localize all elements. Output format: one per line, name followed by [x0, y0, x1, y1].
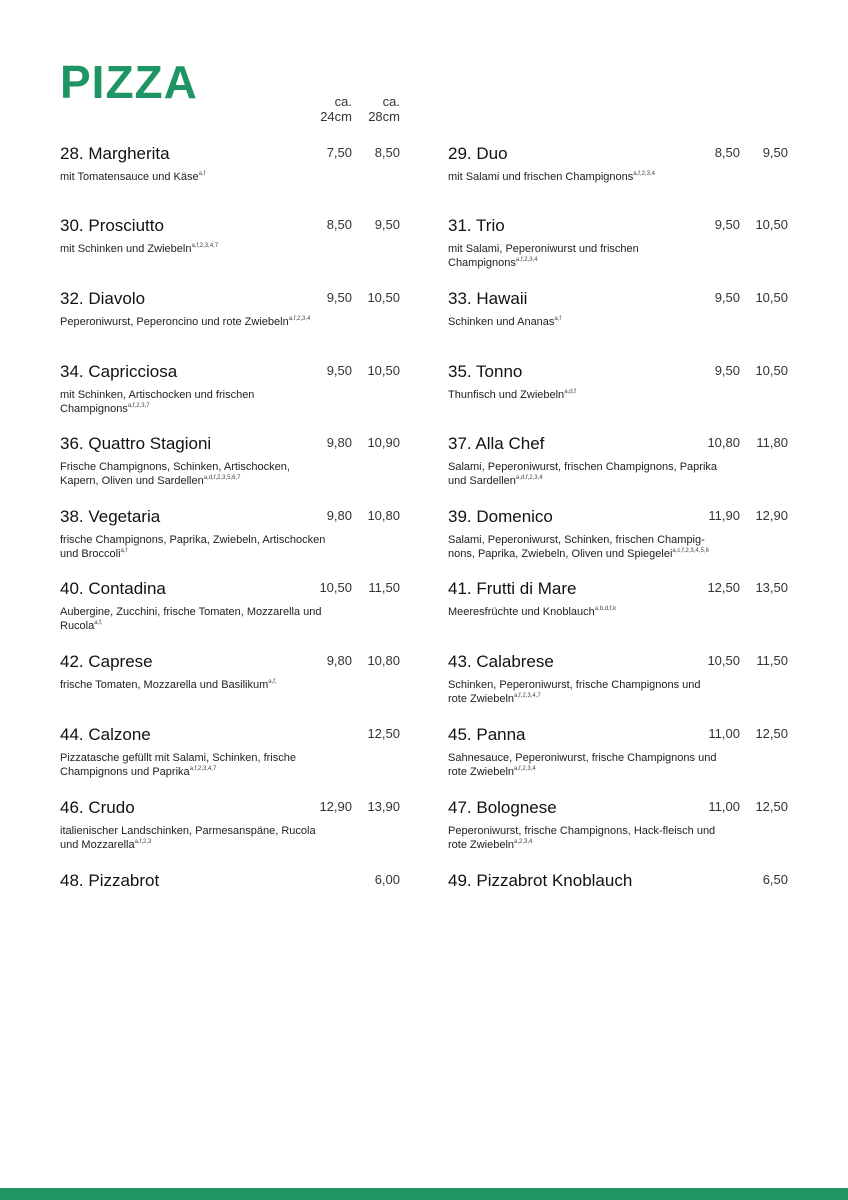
- item-name: 48. Pizzabrot: [60, 871, 160, 890]
- item-description: [60, 242, 330, 256]
- item-name: 33. Hawaii: [448, 289, 528, 308]
- item-name: 36. Quattro Stagioni: [60, 434, 212, 453]
- size-header-small-line1: ca.: [334, 94, 352, 109]
- item-description: [60, 388, 330, 416]
- item-price-large: 12,50: [755, 726, 788, 741]
- item-description-text: frische Champignons, Paprika, Zwiebeln, Artischocken und Broccoli: [60, 534, 326, 560]
- item-allergens: a,f,2,3: [134, 839, 152, 845]
- item-price-small: 10,80: [707, 435, 740, 450]
- item-price-large: 10,50: [367, 290, 400, 305]
- item-price-small: 11,00: [708, 726, 740, 741]
- item-description-text: Sahnesauce, Peperoniwurst, frische Champignons und rote Zwiebeln: [448, 752, 717, 778]
- item-description: [448, 315, 718, 329]
- item-allergens: a,d,f: [564, 389, 576, 395]
- item-description: [60, 751, 330, 779]
- item-name: 29. Duo: [448, 144, 508, 163]
- item-allergens: a,2,3,4: [514, 839, 533, 845]
- item-description-text: frische Tomaten, Mozzarella und Basilikum: [60, 679, 269, 691]
- item-allergens: a,f,2,3,4,7: [189, 766, 217, 772]
- item-name: 47. Bolognese: [448, 798, 557, 817]
- item-allergens: a,f,2,3,7: [127, 403, 150, 409]
- item-price-small: 9,50: [714, 363, 740, 378]
- item-price-large: 12,50: [367, 726, 400, 741]
- item-name: 35. Tonno: [448, 362, 523, 381]
- item-price-large: 8,50: [374, 145, 400, 160]
- footer-bar: [0, 1188, 848, 1200]
- item-description: [60, 170, 330, 184]
- item-description-text: mit Tomatensauce und Käse: [60, 171, 199, 183]
- item-name: 39. Domenico: [448, 507, 553, 526]
- item-description-text: mit Schinken und Zwiebeln: [60, 243, 192, 255]
- item-price-large: 10,80: [367, 653, 400, 668]
- item-name: 49. Pizzabrot Knoblauch: [448, 871, 633, 890]
- item-description-text: mit Schinken, Artischocken und frischen Champignons: [60, 389, 255, 415]
- item-description-text: Peperoniwurst, frische Champignons, Hack-fleisch und rote Zwiebeln: [448, 825, 716, 851]
- item-name: 41. Frutti di Mare: [448, 579, 577, 598]
- item-description: [60, 533, 330, 561]
- item-allergens: a,f: [120, 548, 128, 554]
- page-title: PIZZA: [60, 56, 198, 108]
- item-description: [448, 533, 718, 561]
- item-allergens: a,d,f,2,3,5,6,7: [203, 475, 241, 481]
- item-price-small: 8,50: [714, 145, 740, 160]
- item-price-small: 10,50: [707, 653, 740, 668]
- item-name: 28. Margherita: [60, 144, 170, 163]
- item-price-large: 12,50: [755, 799, 788, 814]
- item-price-large: 6,50: [762, 872, 788, 887]
- item-price-small: 9,80: [326, 435, 352, 450]
- item-price-small: 12,50: [707, 580, 740, 595]
- item-description-text: italienischer Landschinken, Parmesanspäne, Rucola und Mozzarella: [60, 825, 316, 851]
- item-price-small: 9,50: [714, 290, 740, 305]
- item-price-large: 11,50: [756, 653, 788, 668]
- item-price-large: 10,50: [755, 290, 788, 305]
- size-header-small-line2: 24cm: [320, 109, 352, 124]
- item-description: [448, 170, 718, 184]
- item-description: [60, 605, 330, 633]
- item-price-large: 12,90: [755, 508, 788, 523]
- item-price-small: 11,90: [708, 508, 740, 523]
- item-allergens: a,b,d,f,k: [594, 606, 617, 612]
- item-price-large: 11,50: [368, 580, 400, 595]
- item-allergens: a,f,2,3,4: [515, 257, 538, 263]
- item-price-small: 9,80: [326, 653, 352, 668]
- item-price-large: 13,90: [367, 799, 400, 814]
- item-price-large: 9,50: [762, 145, 788, 160]
- item-description-text: Peperoniwurst, Peperoncino und rote Zwiebeln: [60, 316, 289, 328]
- item-description: [448, 678, 718, 706]
- item-allergens: a,d,f,2,3,4: [515, 475, 543, 481]
- item-name: 30. Prosciutto: [60, 216, 164, 235]
- item-allergens: a,f: [198, 171, 206, 177]
- item-price-small: 8,50: [326, 217, 352, 232]
- item-name: 32. Diavolo: [60, 289, 146, 308]
- item-description-text: Thunfisch und Zwiebeln: [448, 389, 565, 401]
- item-description-text: Pizzatasche gefüllt mit Salami, Schinken, frische Champignons und Paprika: [60, 752, 296, 778]
- item-price-small: 7,50: [326, 145, 352, 160]
- item-price-large: 10,50: [367, 363, 400, 378]
- item-price-small: 9,50: [714, 217, 740, 232]
- item-description-text: Salami, Peperoniwurst, Schinken, frischen Champig-nons, Paprika, Zwiebeln, Oliven und Spiegelei: [448, 534, 705, 560]
- item-description: [448, 824, 718, 852]
- item-name: 46. Crudo: [60, 798, 135, 817]
- item-price-small: 9,80: [326, 508, 352, 523]
- item-name: 40. Contadina: [60, 579, 166, 598]
- item-price-small: 10,50: [319, 580, 352, 595]
- item-name: 45. Panna: [448, 725, 526, 744]
- item-description-text: mit Salami, Peperoniwurst und frischen Champignons: [448, 243, 639, 269]
- item-description: [60, 460, 330, 488]
- item-allergens: a,c,f,2,3,4,5,6: [672, 548, 709, 554]
- item-description-text: Meeresfrüchte und Knoblauch: [448, 606, 595, 618]
- item-description-text: Schinken, Peperoniwurst, frische Champignons und rote Zwiebeln: [448, 679, 701, 705]
- item-description-text: Frische Champignons, Schinken, Artischocken, Kapern, Oliven und Sardellen: [60, 461, 290, 487]
- item-allergens: a,f,2,3,4,7: [191, 243, 219, 249]
- item-name: 34. Capricciosa: [60, 362, 178, 381]
- item-allergens: a,f,: [94, 620, 103, 626]
- item-price-large: 10,50: [755, 363, 788, 378]
- item-price-large: 10,90: [367, 435, 400, 450]
- size-header-large-line1: ca.: [382, 94, 400, 109]
- item-price-small: 12,90: [319, 799, 352, 814]
- item-price-large: 9,50: [374, 217, 400, 232]
- item-description: [448, 751, 718, 779]
- size-header-large-line2: 28cm: [368, 109, 400, 124]
- item-description: [448, 460, 718, 488]
- item-description: [448, 605, 718, 619]
- item-price-large: 10,80: [367, 508, 400, 523]
- item-description: [448, 388, 718, 402]
- item-price-small: 9,50: [326, 363, 352, 378]
- item-price-large: 10,50: [755, 217, 788, 232]
- item-price-small: 9,50: [326, 290, 352, 305]
- item-description: [60, 678, 330, 692]
- item-price-large: 13,50: [755, 580, 788, 595]
- item-description-text: Schinken und Ananas: [448, 316, 555, 328]
- item-name: 43. Calabrese: [448, 652, 554, 671]
- item-price-small: 11,00: [708, 799, 740, 814]
- item-price-large: 6,00: [374, 872, 400, 887]
- item-name: 37. Alla Chef: [448, 434, 545, 453]
- item-description-text: mit Salami und frischen Champignons: [448, 171, 634, 183]
- item-description-text: Aubergine, Zucchini, frische Tomaten, Mozzarella und Rucola: [60, 606, 322, 632]
- item-allergens: a,f,2,3,4: [633, 171, 655, 177]
- item-allergens: a,f,2,3,4: [288, 316, 311, 322]
- item-description: [60, 824, 330, 852]
- item-name: 44. Calzone: [60, 725, 151, 744]
- item-name: 42. Caprese: [60, 652, 153, 671]
- size-header-large: [340, 94, 400, 124]
- item-allergens: a,f,2,3,4: [514, 766, 536, 772]
- item-price-large: 11,80: [756, 435, 788, 450]
- item-allergens: a,f: [554, 316, 562, 322]
- item-name: 31. Trio: [448, 216, 505, 235]
- item-allergens: a,f,2,3,4,7: [514, 693, 541, 699]
- item-allergens: a,f,: [268, 679, 277, 685]
- item-description: [448, 242, 718, 270]
- item-name: 38. Vegetaria: [60, 507, 161, 526]
- item-description-text: Salami, Peperoniwurst, frischen Champignons, Paprika und Sardellen: [448, 461, 718, 487]
- item-description: [60, 315, 330, 329]
